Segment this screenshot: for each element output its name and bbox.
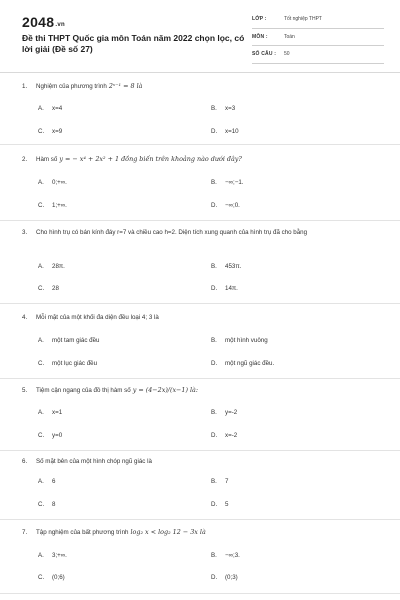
question-text: Tập nghiệm của bất phương trình — [36, 529, 129, 536]
option-b[interactable]: B. 7 — [211, 478, 229, 485]
option-d[interactable]: D. một ngũ giác đều. — [211, 360, 275, 367]
question-text: Nghiệm của phương trình — [36, 83, 107, 90]
question-stem — [22, 313, 372, 323]
logo-suffix: .vn — [55, 22, 65, 28]
option-b[interactable]: B. một hình vuông — [211, 337, 268, 344]
option-a[interactable]: A. 0;+∞. — [38, 179, 67, 186]
option-c[interactable]: C. một lục giác đều — [38, 360, 98, 367]
question-stem — [22, 386, 372, 396]
question-number: 3. — [22, 229, 28, 236]
logo-text: 2048 — [22, 14, 55, 30]
option-d[interactable]: D. (0;3) — [211, 574, 238, 581]
option-c[interactable]: C. 28 — [38, 285, 59, 292]
option-c[interactable]: C. 8 — [38, 501, 56, 508]
option-d[interactable]: D. x=-2 — [211, 432, 238, 439]
option-d[interactable]: D. 5 — [211, 501, 229, 508]
meta-label-subject: MÔN : — [252, 33, 268, 40]
option-d[interactable]: D. x=10 — [211, 128, 239, 135]
question-separator — [0, 220, 400, 221]
option-b[interactable]: B. x=3 — [211, 105, 236, 112]
question-stem — [22, 228, 372, 238]
question-stem — [22, 155, 372, 165]
option-d[interactable]: D. −∞;0. — [211, 202, 240, 209]
option-b[interactable]: B. 453π. — [211, 263, 242, 270]
option-a[interactable]: A. 6 — [38, 478, 56, 485]
question-number: 4. — [22, 314, 28, 321]
option-a[interactable]: A. x=1 — [38, 409, 63, 416]
question-text: Hàm số — [36, 156, 58, 163]
option-b[interactable]: B. −∞;3. — [211, 552, 240, 559]
question-number: 1. — [22, 83, 28, 90]
option-c[interactable]: C. x=9 — [38, 128, 63, 135]
question-math: y = − x⁴ + 2x² + 1 đồng biến trên khoảng nào dưới đây? — [59, 155, 242, 163]
meta-row-count — [252, 47, 384, 64]
option-c[interactable]: C. (0;6) — [38, 574, 65, 581]
meta-row-class — [252, 12, 384, 29]
question-stem — [22, 82, 372, 92]
question-text: Số mặt bên của một hình chóp ngũ giác là — [36, 458, 152, 465]
meta-value-class: Tốt nghiệp THPT — [284, 16, 322, 22]
option-b[interactable]: B. y=-2 — [211, 409, 238, 416]
question-separator — [0, 378, 400, 379]
question-math: log₂ x < log₂ 12 − 3x là — [130, 528, 206, 536]
exam-meta — [252, 12, 384, 65]
header-divider — [0, 72, 400, 73]
option-a[interactable]: A. x=4 — [38, 105, 63, 112]
exam-title: Đề thi THPT Quốc gia môn Toán năm 2022 chọn lọc, có lời giải (Đề số 27) — [22, 33, 245, 54]
question-math: 2ˣ⁻¹ = 8 là — [108, 82, 143, 90]
meta-value-subject: Toán — [284, 33, 295, 40]
question-math: y = (4−2x)/(x−1) là: — [132, 386, 199, 394]
question-text: Mỗi mặt của một khối đa diện đều loại 4; 3 là — [36, 314, 159, 321]
question-text: Cho hình trụ có bán kính đáy r=7 và chiều cao h=2. Diện tích xung quanh của hình trụ đã cho bằng — [36, 229, 308, 236]
question-separator — [0, 593, 400, 594]
option-d[interactable]: D. 14π. — [211, 285, 238, 292]
site-logo[interactable] — [22, 14, 65, 30]
meta-row-subject — [252, 30, 384, 47]
option-c[interactable]: C. 1;+∞. — [38, 202, 67, 209]
option-a[interactable]: A. 28π. — [38, 263, 65, 270]
question-separator — [0, 144, 400, 145]
question-stem — [22, 457, 372, 467]
question-number: 6. — [22, 458, 28, 465]
meta-label-count: SỐ CÂU : — [252, 51, 277, 57]
exam-header — [0, 0, 400, 66]
question-number: 2. — [22, 156, 28, 163]
meta-value-count: 50 — [284, 51, 290, 57]
option-c[interactable]: C. y=0 — [38, 432, 63, 439]
meta-label-class: LỚP : — [252, 16, 267, 22]
option-a[interactable]: A. 3;+∞. — [38, 552, 67, 559]
question-separator — [0, 303, 400, 304]
option-b[interactable]: B. −∞;−1. — [211, 179, 244, 186]
question-stem — [22, 528, 372, 538]
question-text: Tiệm cận ngang của đồ thị hàm số — [36, 387, 131, 394]
question-separator — [0, 519, 400, 520]
question-number: 7. — [22, 529, 28, 536]
question-number: 5. — [22, 387, 28, 394]
question-separator — [0, 450, 400, 451]
option-a[interactable]: A. một tam giác đều — [38, 337, 100, 344]
